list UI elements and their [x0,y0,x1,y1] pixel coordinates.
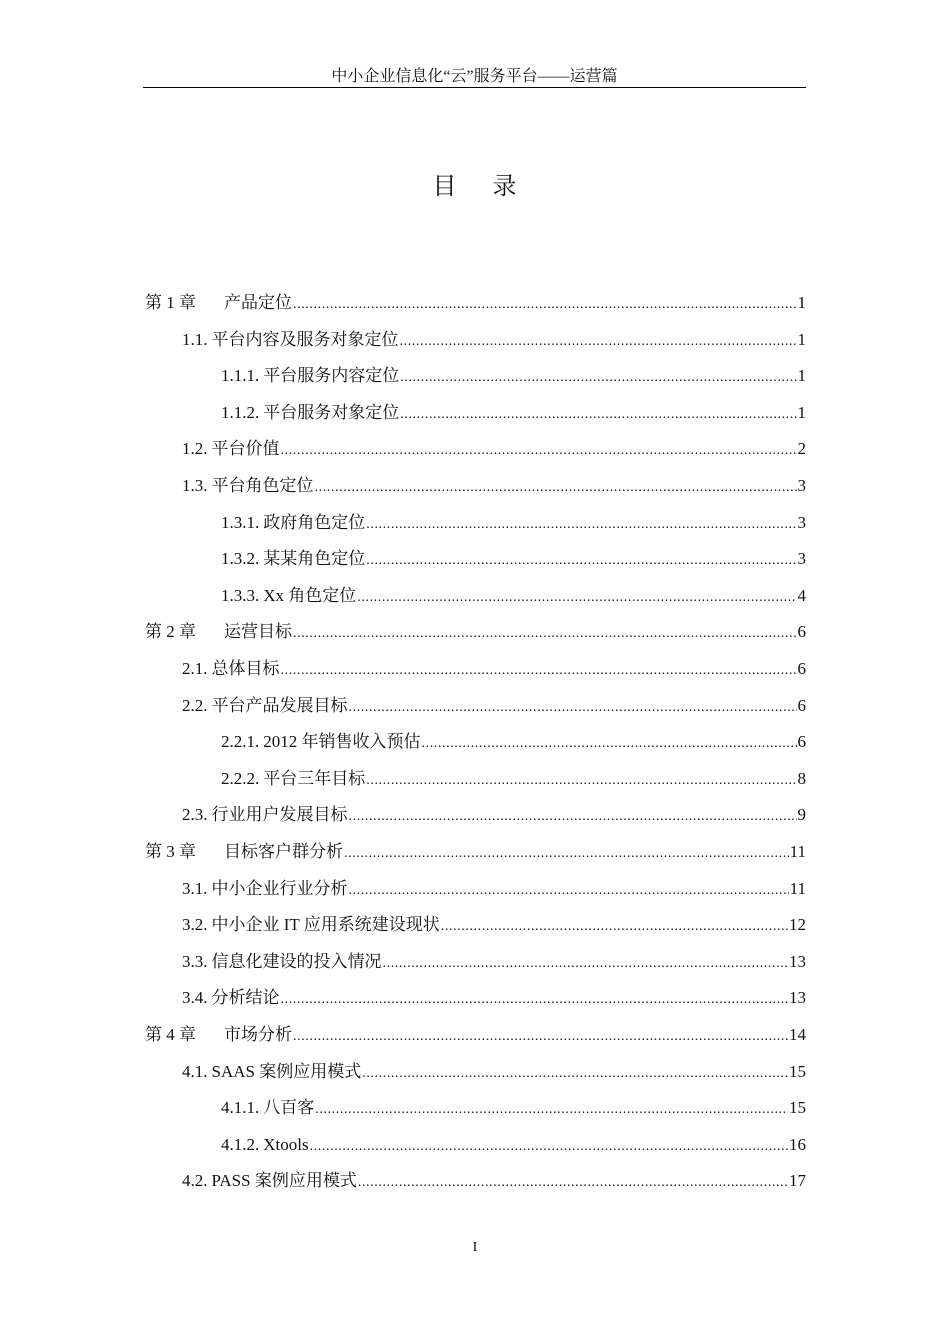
toc-entry-page-number: 14 [789,1025,806,1044]
toc-entry-label: 市场分析 [224,1025,292,1044]
toc-dot-leader [383,945,789,979]
toc-entry-number: 4.1. [182,1062,208,1081]
toc-entry-number: 4.2. [182,1171,208,1190]
toc-entry-label: 中小企业行业分析 [211,879,348,898]
toc-entry-label: 信息化建设的投入情况 [211,952,382,971]
toc-entry-level-3[interactable] [221,1128,806,1162]
toc-entry-number: 1.3.3. [221,586,260,605]
toc-entry-label: 八百客 [263,1098,315,1117]
toc-entry-label: Xtools [263,1135,309,1154]
toc-entry-level-2[interactable] [182,469,806,503]
toc-entry-number: 3.3. [182,952,208,971]
toc-entry-label: Xx 角色定位 [263,586,357,605]
toc-entry-label: 平台内容及服务对象定位 [211,330,399,349]
toc-entry-level-2[interactable] [182,1055,806,1089]
toc-entry-page-number: 4 [797,586,806,605]
toc-entry-number: 2.2.1. [221,732,260,751]
toc-entry-page-number: 15 [789,1098,806,1117]
toc-entry-page-number: 9 [797,805,806,824]
toc-entry-level-2[interactable] [182,323,806,357]
toc-entry-level-1[interactable] [145,615,806,649]
toc-entry-page-number: 16 [789,1135,806,1154]
toc-entry-label: 行业用户发展目标 [211,805,348,824]
toc-entry-level-3[interactable] [221,579,806,613]
toc-entry-number: 第 1 章 [145,293,196,312]
toc-entry-label: 运营目标 [224,622,292,641]
toc-entry-level-3[interactable] [221,542,806,576]
toc-dot-leader [422,725,797,759]
toc-dot-leader [400,396,796,430]
toc-entry-page-number: 2 [797,439,806,458]
toc-dot-leader [357,579,796,613]
toc-entry-level-2[interactable] [182,798,806,832]
toc-entry-page-number: 1 [797,366,806,385]
toc-entry-label: 2012 年销售收入预估 [263,732,421,751]
toc-entry-label: 平台角色定位 [211,476,314,495]
toc-entry-label: 平台产品发展目标 [211,696,348,715]
toc-entry-number: 4.1.2. [221,1135,260,1154]
toc-entry-number: 4.1.1. [221,1098,260,1117]
toc-entry-page-number: 3 [797,513,806,532]
toc-entry-label: 平台价值 [211,439,280,458]
toc-entry-number: 2.1. [182,659,208,678]
toc-dot-leader [344,835,789,869]
toc-entry-page-number: 3 [797,476,806,495]
toc-entry-level-3[interactable] [221,506,806,540]
toc-dot-leader [366,542,796,576]
footer-page-number: I [472,1240,478,1255]
toc-dot-leader [349,798,797,832]
toc-entry-level-3[interactable] [221,396,806,430]
toc-entry-page-number: 11 [789,879,806,898]
toc-entry-number: 第 4 章 [145,1025,196,1044]
toc-entry-level-1[interactable] [145,1018,806,1052]
toc-entry-level-3[interactable] [221,359,806,393]
toc-dot-leader [293,615,797,649]
toc-entry-label: 平台三年目标 [263,769,366,788]
toc-entry-label: 平台服务内容定位 [263,366,400,385]
toc-entry-number: 1.2. [182,439,208,458]
toc-entry-label: 平台服务对象定位 [263,403,400,422]
toc-entry-level-2[interactable] [182,689,806,723]
toc-entry-label: 目标客户群分析 [224,842,343,861]
header-rule [143,87,806,88]
toc-dot-leader [366,762,796,796]
toc-dot-leader [315,469,797,503]
toc-dot-leader [366,506,796,540]
toc-entry-number: 1.3.1. [221,513,260,532]
toc-dot-leader [349,872,789,906]
toc-entry-label: 分析结论 [211,988,280,1007]
toc-entry-number: 1.1.2. [221,403,260,422]
toc-entry-level-2[interactable] [182,981,806,1015]
toc-entry-number: 3.1. [182,879,208,898]
toc-entry-level-3[interactable] [221,1091,806,1125]
toc-entry-label: 政府角色定位 [263,513,366,532]
toc-entry-page-number: 12 [789,915,806,934]
toc-entry-number: 3.2. [182,915,208,934]
toc-entry-page-number: 15 [789,1062,806,1081]
toc-entry-page-number: 13 [789,988,806,1007]
toc-dot-leader [349,689,797,723]
toc-entry-level-3[interactable] [221,725,806,759]
toc-entry-level-2[interactable] [182,652,806,686]
toc-entry-label: 中小企业 IT 应用系统建设现状 [211,915,440,934]
toc-dot-leader [362,1055,788,1089]
toc-entry-page-number: 1 [797,293,806,312]
toc-entry-label: PASS 案例应用模式 [211,1171,357,1190]
toc-entry-page-number: 6 [797,732,806,751]
toc-entry-number: 2.3. [182,805,208,824]
toc-dot-leader [281,652,797,686]
toc-entry-level-2[interactable] [182,1164,806,1198]
toc-entry-page-number: 13 [789,952,806,971]
toc-entry-number: 3.4. [182,988,208,1007]
toc-entry-page-number: 17 [789,1171,806,1190]
toc-entry-number: 第 2 章 [145,622,196,641]
toc-entry-number: 2.2. [182,696,208,715]
toc-entry-number: 2.2.2. [221,769,260,788]
toc-entry-level-2[interactable] [182,432,806,466]
toc-entry-label: SAAS 案例应用模式 [211,1062,362,1081]
toc-entry-number: 1.1. [182,330,208,349]
toc-dot-leader [310,1128,788,1162]
toc-entry-page-number: 1 [797,403,806,422]
toc-entry-level-1[interactable] [145,835,806,869]
toc-dot-leader [281,432,797,466]
toc-dot-leader [400,359,796,393]
toc-entry-level-3[interactable] [221,762,806,796]
toc-entry-page-number: 3 [797,549,806,568]
toc-dot-leader [441,908,788,942]
toc-entry-page-number: 8 [797,769,806,788]
toc-entry-level-2[interactable] [182,872,806,906]
toc-title: 目录 [432,174,553,200]
toc-dot-leader [315,1091,788,1125]
toc-dot-leader [293,286,797,320]
toc-entry-page-number: 6 [797,696,806,715]
toc-entry-label: 总体目标 [211,659,280,678]
toc-dot-leader [281,981,789,1015]
toc-dot-leader [293,1018,788,1052]
toc-entry-label: 某某角色定位 [263,549,366,568]
toc-dot-leader [358,1164,788,1198]
page-header-title: 中小企业信息化“云”服务平台——运营篇 [331,68,618,85]
toc-entry-number: 1.1.1. [221,366,260,385]
toc-entry-label: 产品定位 [224,293,292,312]
toc-entry-level-2[interactable] [182,908,806,942]
toc-entry-page-number: 6 [797,622,806,641]
toc-entry-page-number: 11 [789,842,806,861]
toc-entry-level-1[interactable] [145,286,806,320]
toc-entry-page-number: 1 [797,330,806,349]
toc-entry-number: 第 3 章 [145,842,196,861]
toc-entry-number: 1.3. [182,476,208,495]
toc-entry-page-number: 6 [797,659,806,678]
toc-dot-leader [400,323,797,357]
toc-entry-number: 1.3.2. [221,549,260,568]
toc-entry-level-2[interactable] [182,945,806,979]
